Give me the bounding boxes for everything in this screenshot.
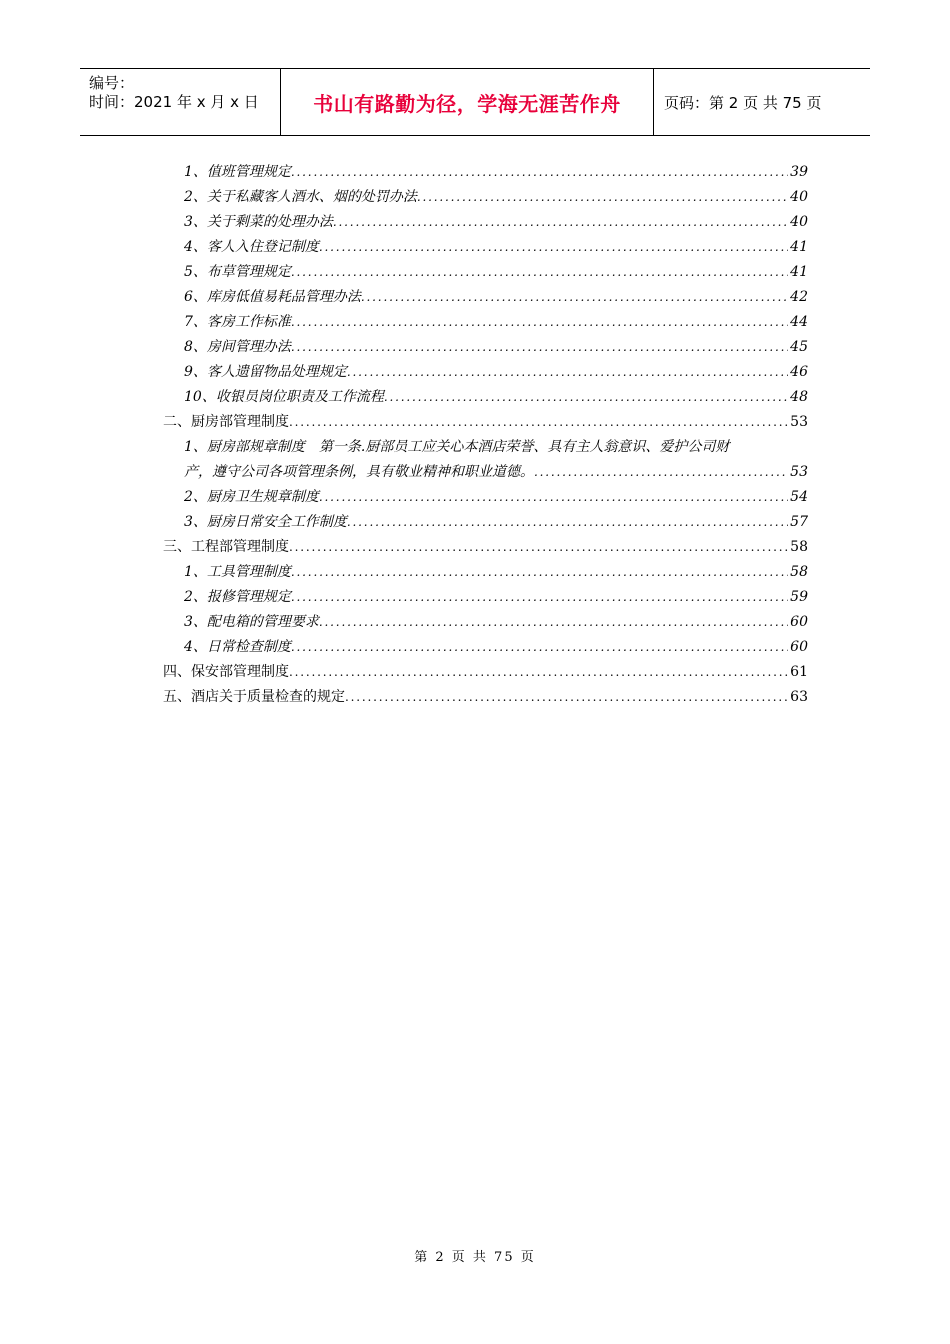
toc-entry-page: 58 xyxy=(790,564,808,580)
toc-entry-title: 9、客人遗留物品处理规定 xyxy=(184,364,347,380)
toc-leader-dots xyxy=(319,235,788,260)
toc-entry-title: 四、保安部管理制度 xyxy=(163,664,289,680)
toc-leader-dots xyxy=(291,635,788,660)
toc-entry-page: 58 xyxy=(790,539,808,555)
toc-leader-dots xyxy=(384,385,788,410)
toc-section-entry[interactable] xyxy=(163,535,808,560)
toc-section-entry[interactable] xyxy=(163,685,808,710)
toc-entry[interactable] xyxy=(163,385,808,410)
header-motto-cell xyxy=(281,69,654,135)
toc-entry-title: 二、厨房部管理制度 xyxy=(163,414,289,430)
toc-entry-page: 45 xyxy=(790,339,808,355)
toc-entry[interactable] xyxy=(163,560,808,585)
toc-entry[interactable] xyxy=(163,585,808,610)
toc-section-entry[interactable] xyxy=(163,660,808,685)
header-meta-cell xyxy=(80,69,281,135)
toc-entry-page: 53 xyxy=(790,414,808,430)
toc-entry-page: 54 xyxy=(790,489,808,505)
toc-entry[interactable] xyxy=(163,210,808,235)
toc-leader-dots xyxy=(319,485,788,510)
toc-entry-title: 4、客人入住登记制度 xyxy=(184,239,319,255)
toc-leader-dots xyxy=(345,685,788,710)
toc-entry-page: 46 xyxy=(790,364,808,380)
toc-entry-page: 60 xyxy=(790,639,808,655)
toc-entry-title: 三、工程部管理制度 xyxy=(163,539,289,555)
toc-leader-dots xyxy=(333,210,788,235)
toc-entry-page: 53 xyxy=(790,464,808,480)
toc-entry-page: 44 xyxy=(790,314,808,330)
date-label: 时间：2021 年 x 月 x 日 xyxy=(89,93,259,111)
toc-leader-dots xyxy=(347,360,788,385)
toc-entry-title: 2、报修管理规定 xyxy=(184,589,291,605)
toc-entry-page: 48 xyxy=(790,389,808,405)
toc-entry-title: 8、房间管理办法 xyxy=(184,339,291,355)
toc-entry-title: 五、酒店关于质量检查的规定 xyxy=(163,689,345,705)
toc-entry-page: 41 xyxy=(790,239,808,255)
toc-entry-title: 4、日常检查制度 xyxy=(184,639,291,655)
toc-entry[interactable] xyxy=(163,235,808,260)
toc-entry-page: 60 xyxy=(790,614,808,630)
toc-entry-title: 7、客房工作标准 xyxy=(184,314,291,330)
page-number-label: 页码：第 2 页 共 75 页 xyxy=(664,93,822,112)
toc-entry-title: 1、值班管理规定 xyxy=(184,164,291,180)
toc-leader-dots xyxy=(291,560,788,585)
toc-entry[interactable] xyxy=(163,610,808,635)
page-header xyxy=(80,68,870,136)
toc-entry-title: 3、关于剩菜的处理办法 xyxy=(184,214,333,230)
toc-leader-dots xyxy=(291,335,788,360)
toc-entry[interactable] xyxy=(163,160,808,185)
page-footer: 第 2 页 共 75 页 xyxy=(414,1250,536,1265)
toc-leader-dots xyxy=(289,535,788,560)
toc-entry-page: 61 xyxy=(790,664,808,680)
toc-entry[interactable] xyxy=(163,435,808,460)
toc-entry-page: 57 xyxy=(790,514,808,530)
toc-entry-page: 40 xyxy=(790,214,808,230)
toc-entry[interactable] xyxy=(163,485,808,510)
toc-entry-continuation[interactable] xyxy=(163,460,808,485)
toc-entry-page: 63 xyxy=(790,689,808,705)
toc-entry-title: 3、配电箱的管理要求 xyxy=(184,614,319,630)
toc-entry[interactable] xyxy=(163,510,808,535)
toc-entry-page: 59 xyxy=(790,589,808,605)
table-of-contents xyxy=(163,160,808,710)
toc-leader-dots xyxy=(291,585,788,610)
toc-entry[interactable] xyxy=(163,185,808,210)
toc-entry[interactable] xyxy=(163,360,808,385)
toc-entry[interactable] xyxy=(163,335,808,360)
toc-leader-dots xyxy=(319,610,788,635)
toc-entry-title: 10、收银员岗位职责及工作流程 xyxy=(184,389,384,405)
toc-entry[interactable] xyxy=(163,260,808,285)
toc-entry[interactable] xyxy=(163,635,808,660)
toc-entry-title: 5、布草管理规定 xyxy=(184,264,291,280)
header-page-cell xyxy=(654,69,870,135)
toc-leader-dots xyxy=(291,310,788,335)
toc-entry-title: 2、厨房卫生规章制度 xyxy=(184,489,319,505)
toc-entry-page: 40 xyxy=(790,189,808,205)
toc-entry[interactable] xyxy=(163,285,808,310)
toc-section-entry[interactable] xyxy=(163,410,808,435)
toc-leader-dots xyxy=(361,285,788,310)
toc-entry-page: 42 xyxy=(790,289,808,305)
toc-leader-dots xyxy=(291,260,788,285)
toc-entry-title: 1、工具管理制度 xyxy=(184,564,291,580)
serial-number-label: 编号： xyxy=(89,74,135,92)
toc-entry-title: 6、库房低值易耗品管理办法 xyxy=(184,289,361,305)
motto-text: 书山有路勤为径，学海无涯苦作舟 xyxy=(313,91,621,116)
toc-entry-title: 产，遵守公司各项管理条例，具有敬业精神和职业道德。 xyxy=(184,464,534,480)
toc-entry-title: 3、厨房日常安全工作制度 xyxy=(184,514,347,530)
toc-entry-page: 41 xyxy=(790,264,808,280)
toc-entry[interactable] xyxy=(163,310,808,335)
toc-leader-dots xyxy=(347,510,788,535)
toc-leader-dots xyxy=(289,410,788,435)
toc-entry-page: 39 xyxy=(790,164,808,180)
toc-entry-title: 2、关于私藏客人酒水、烟的处罚办法 xyxy=(184,189,417,205)
toc-leader-dots xyxy=(289,660,788,685)
toc-leader-dots xyxy=(534,460,788,485)
toc-entry-title: 1、厨房部规章制度 第一条.厨部员工应关心本酒店荣誉、具有主人翁意识、爱护公司财 xyxy=(184,439,730,455)
toc-leader-dots xyxy=(291,160,788,185)
toc-leader-dots xyxy=(417,185,788,210)
